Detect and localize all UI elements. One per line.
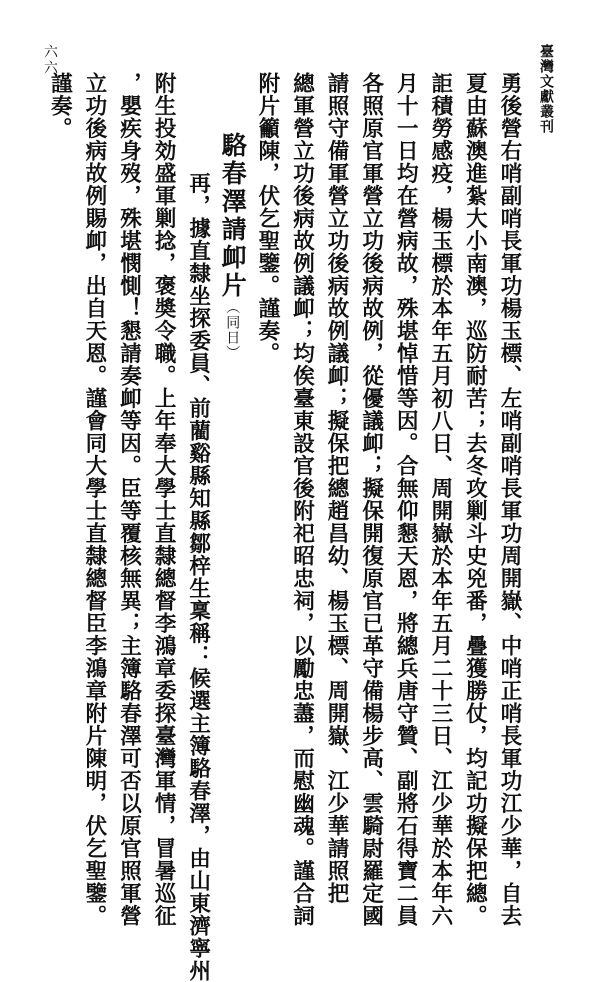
text-column: 再，據直隸坐探委員、前藺谿縣知縣鄒梓生稟稱：候選主簿駱春澤，由山東濟寧州 — [185, 172, 211, 982]
text-column: 總軍營立功後病故例議卹；均俟臺東設官後附祀昭忠祠，以勵忠藎，而慰幽魂。謹合詞 — [289, 72, 315, 927]
text-column: 謹奏。 — [47, 72, 73, 140]
text-column: 各照原官軍營立功後病故例，從優議卹；擬保開復原官已革守備楊步高、雲騎尉羅定國 — [358, 72, 384, 927]
vertical-text-body — [42, 72, 526, 982]
text-column: 詎積勞感疫，楊玉標於本年五月初八日、周開嶽於本年五月二十三日、江少華於本年六 — [427, 72, 453, 927]
page-number: 六六 — [42, 44, 58, 76]
text-column: 附片籲陳，伏乞聖鑒。謹奏。 — [254, 72, 280, 365]
series-title: 臺灣文獻叢刊 — [538, 44, 554, 134]
memorial-title-text: 駱春澤請卹片 — [218, 132, 248, 300]
text-column: ，嬰疾身歿，殊堪憫惻！懇請奏卹等因。臣等覆核無異；主簿駱春澤可否以原官照軍營 — [116, 72, 142, 927]
text-column: 月十一日均在營病故，殊堪悼惜等因。合無仰懇天恩，將總兵唐守贊、副將石得寶二員 — [393, 72, 419, 927]
memorial-title — [215, 72, 250, 842]
text-column: 請照守備軍營立功後病故例議卹；擬保把總趙昌幼、楊玉標、周開嶽、江少華請照把 — [324, 72, 350, 905]
text-column: 立功後病故例賜卹，出自天恩。謹會同大學士直隸總督臣李鴻章附片陳明，伏乞聖鑒。 — [81, 72, 107, 927]
text-column: 附生投効盛軍剿捻，褒奬令職。上年奉大學士直隸總督李鴻章委探臺灣軍情，冒暑巡征 — [151, 72, 177, 927]
text-column: 夏由蘇澳進紮大小南澳，巡防耐苦；去冬攻剿斗史兇番，疊獲勝仗，均記功擬保把總。 — [462, 72, 488, 927]
date-note: （同日） — [224, 300, 241, 360]
text-column: 勇後營右哨副哨長軍功楊玉標、左哨副哨長軍功周開嶽、中哨正哨長軍功江少華，自去 — [497, 72, 522, 927]
